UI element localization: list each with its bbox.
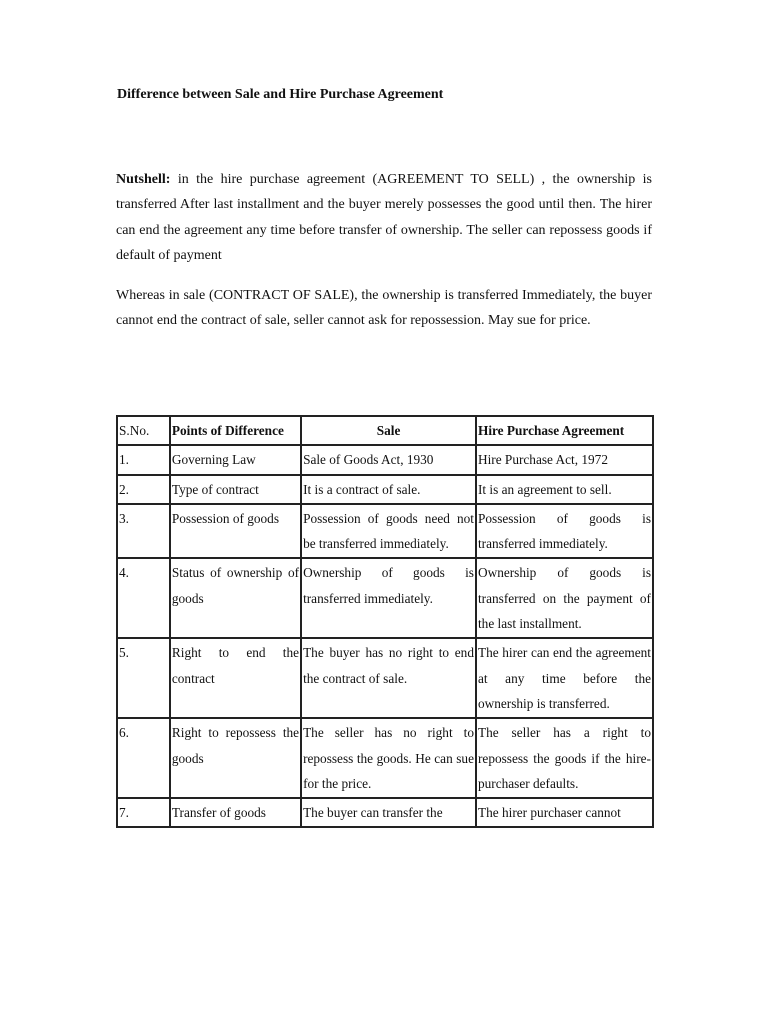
cell-hire-purchase: Hire Purchase Act, 1972 [476, 445, 653, 474]
header-points: Points of Difference [170, 416, 301, 445]
nutshell-text: in the hire purchase agreement (AGREEMENT TO SELL) , the ownership is transferred After last installment and the buyer merely possesses the good until then. The hirer can end the agreement any time before transfer of ownership. The seller can repossess goods if default of payment [116, 172, 652, 263]
cell-sale: The buyer has no right to end the contract of sale. [301, 638, 476, 718]
cell-hire-purchase: The hirer can end the agreement at any time before the ownership is transferred. [476, 638, 653, 718]
document-title: Difference between Sale and Hire Purchase Agreement [117, 87, 444, 102]
cell-hire-purchase: Possession of goods is transferred immediately. [476, 504, 653, 559]
cell-sale: Ownership of goods is transferred immediately. [301, 558, 476, 638]
cell-point: Status of ownership of goods [170, 558, 301, 638]
table-row [117, 718, 653, 798]
table-header-row [117, 416, 653, 445]
table-row [117, 445, 653, 474]
cell-point: Right to repossess the goods [170, 718, 301, 798]
cell-sale: It is a contract of sale. [301, 475, 476, 504]
cell-point: Right to end the contract [170, 638, 301, 718]
cell-sno: 5. [117, 638, 170, 718]
cell-sale: The buyer can transfer the [301, 798, 476, 827]
cell-sno: 1. [117, 445, 170, 474]
cell-sale: The seller has no right to repossess the goods. He can sue for the price. [301, 718, 476, 798]
cell-sno: 4. [117, 558, 170, 638]
cell-point: Transfer of goods [170, 798, 301, 827]
cell-hire-purchase: The hirer purchaser cannot [476, 798, 653, 827]
comparison-table [116, 415, 654, 828]
nutshell-label: Nutshell: [116, 172, 171, 187]
nutshell-paragraph [116, 167, 652, 268]
table-row [117, 504, 653, 559]
table-row [117, 475, 653, 504]
cell-sno: 2. [117, 475, 170, 504]
cell-point: Type of contract [170, 475, 301, 504]
comparison-table-wrapper [116, 415, 654, 937]
cell-point: Governing Law [170, 445, 301, 474]
whereas-paragraph: Whereas in sale (CONTRACT OF SALE), the ownership is transferred Immediately, the buyer cannot end the contract of sale, seller cannot ask for repossession. May sue for price. [116, 288, 652, 329]
table-body [117, 445, 653, 827]
table-row [117, 798, 653, 827]
cell-sno: 3. [117, 504, 170, 559]
cell-sale: Sale of Goods Act, 1930 [301, 445, 476, 474]
header-sno: S.No. [117, 416, 170, 445]
cell-sno: 7. [117, 798, 170, 827]
cell-hire-purchase: It is an agreement to sell. [476, 475, 653, 504]
header-sale: Sale [301, 416, 476, 445]
cell-sno: 6. [117, 718, 170, 798]
cell-point: Possession of goods [170, 504, 301, 559]
cell-sale: Possession of goods need not be transferred immediately. [301, 504, 476, 559]
table-row [117, 558, 653, 638]
cell-hire-purchase: Ownership of goods is transferred on the payment of the last installment. [476, 558, 653, 638]
cell-hire-purchase: The seller has a right to repossess the goods if the hire-purchaser defaults. [476, 718, 653, 798]
header-hire-purchase: Hire Purchase Agreement [476, 416, 653, 445]
table-row [117, 638, 653, 718]
